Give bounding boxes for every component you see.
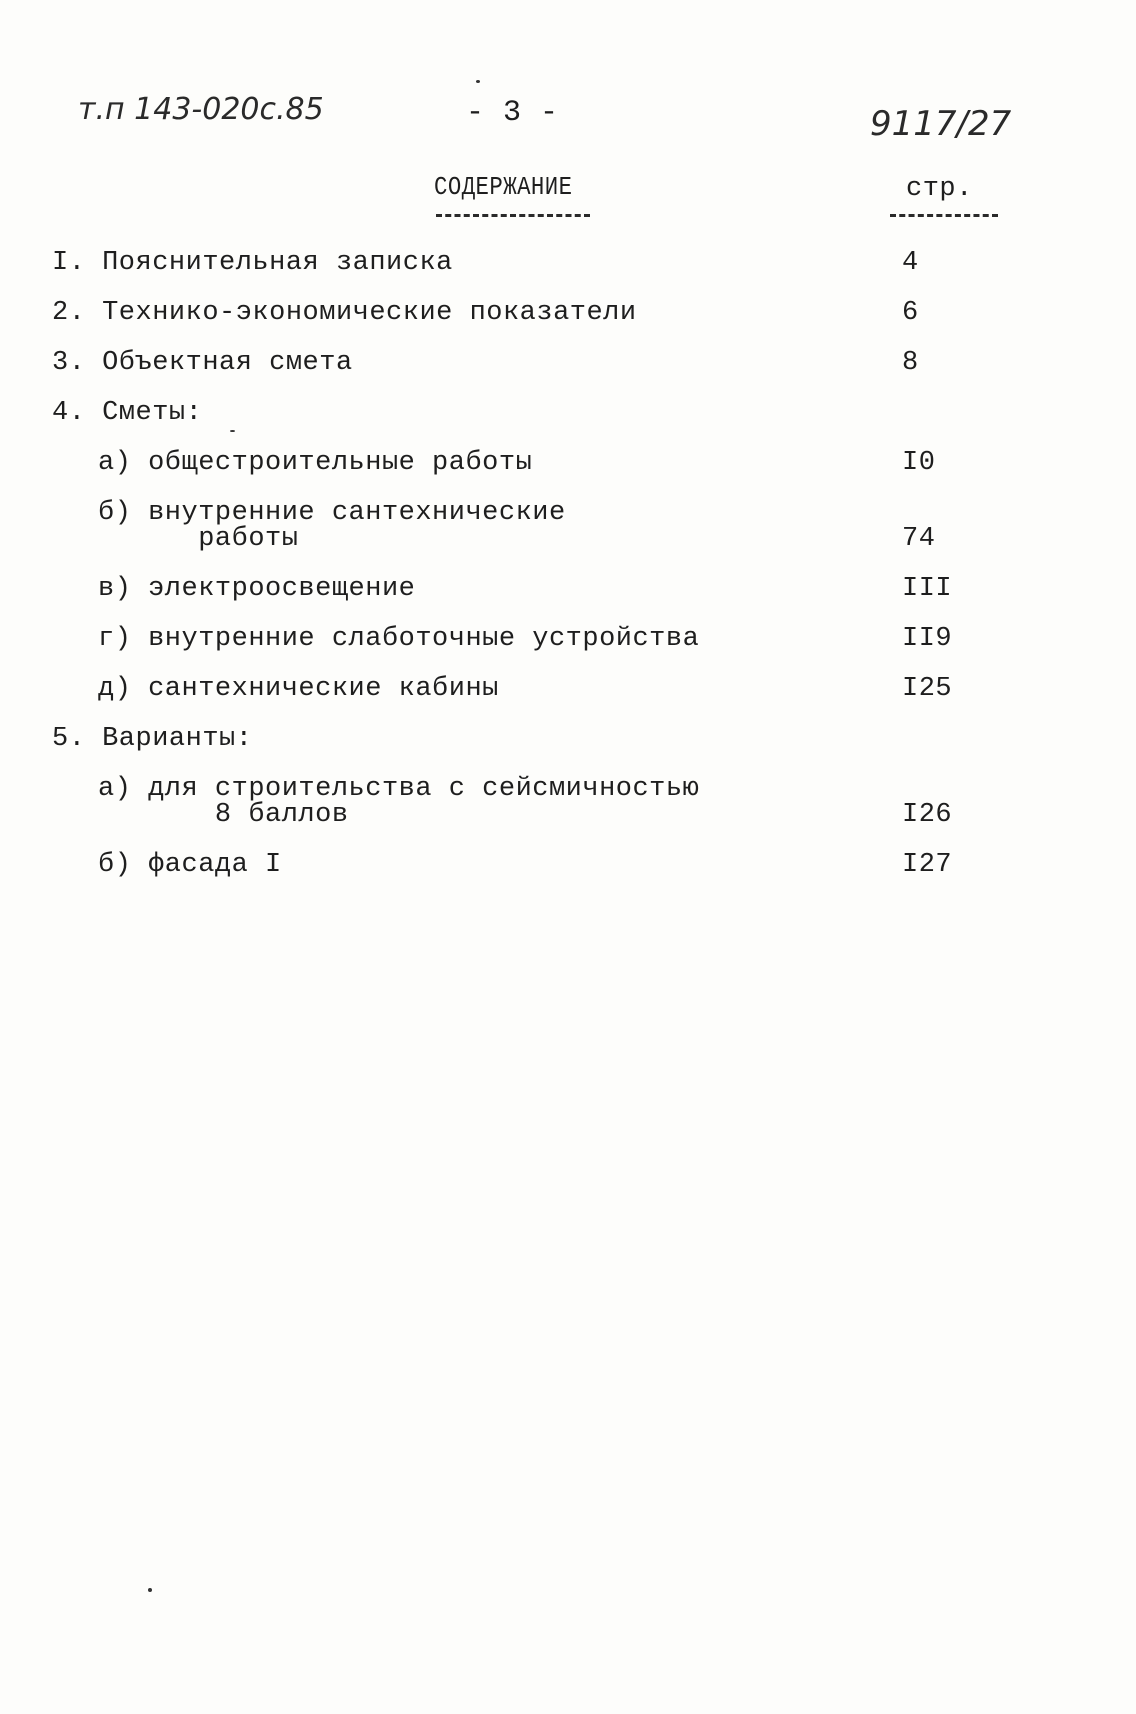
- project-code: т.п 143-020с.85: [78, 92, 324, 127]
- toc-page-column-label: стр.: [906, 174, 973, 204]
- toc-row-page: I25: [902, 674, 953, 704]
- toc-row-page: 8: [902, 348, 919, 378]
- toc-row-page: 6: [902, 298, 919, 328]
- toc-row-label: б) фасада I: [98, 850, 282, 880]
- toc-row-page: I26: [902, 800, 953, 830]
- toc-row-page: III: [902, 574, 953, 604]
- toc-title: СОДЕРЖАНИЕ: [434, 172, 573, 202]
- toc-row-label: 3. Объектная смета: [52, 348, 353, 378]
- toc-row-label: б) внутренние сантехнические работы: [98, 498, 566, 554]
- toc-title-underline: [436, 214, 590, 217]
- toc-row-label: г) внутренние слаботочные устройства: [98, 624, 700, 654]
- archive-number: 9117/27: [870, 104, 1012, 144]
- toc-row-page: II9: [902, 624, 953, 654]
- page-number: - 3 -: [466, 96, 559, 130]
- scan-speck: [148, 1588, 152, 1592]
- toc-row-label: д) сантехнические кабины: [98, 674, 499, 704]
- toc-row-label: I. Пояснительная записка: [52, 248, 453, 278]
- toc-row-label: а) для строительства с сейсмичностью 8 баллов: [98, 774, 700, 830]
- toc-row-page: 74: [902, 524, 936, 554]
- toc-row-label: а) общестроительные работы: [98, 448, 533, 478]
- toc-row-page: I27: [902, 850, 953, 880]
- toc-row-label: 4. Сметы:: [52, 398, 203, 428]
- toc-page-column-underline: [890, 214, 998, 217]
- toc-row-page: I0: [902, 448, 936, 478]
- scan-speck: [230, 430, 235, 432]
- scan-speck: [476, 80, 480, 83]
- toc-row-label: 2. Технико-экономические показатели: [52, 298, 637, 328]
- toc-row-label: 5. Варианты:: [52, 724, 253, 754]
- toc-row-label: в) электроосвещение: [98, 574, 416, 604]
- toc-row-page: 4: [902, 248, 919, 278]
